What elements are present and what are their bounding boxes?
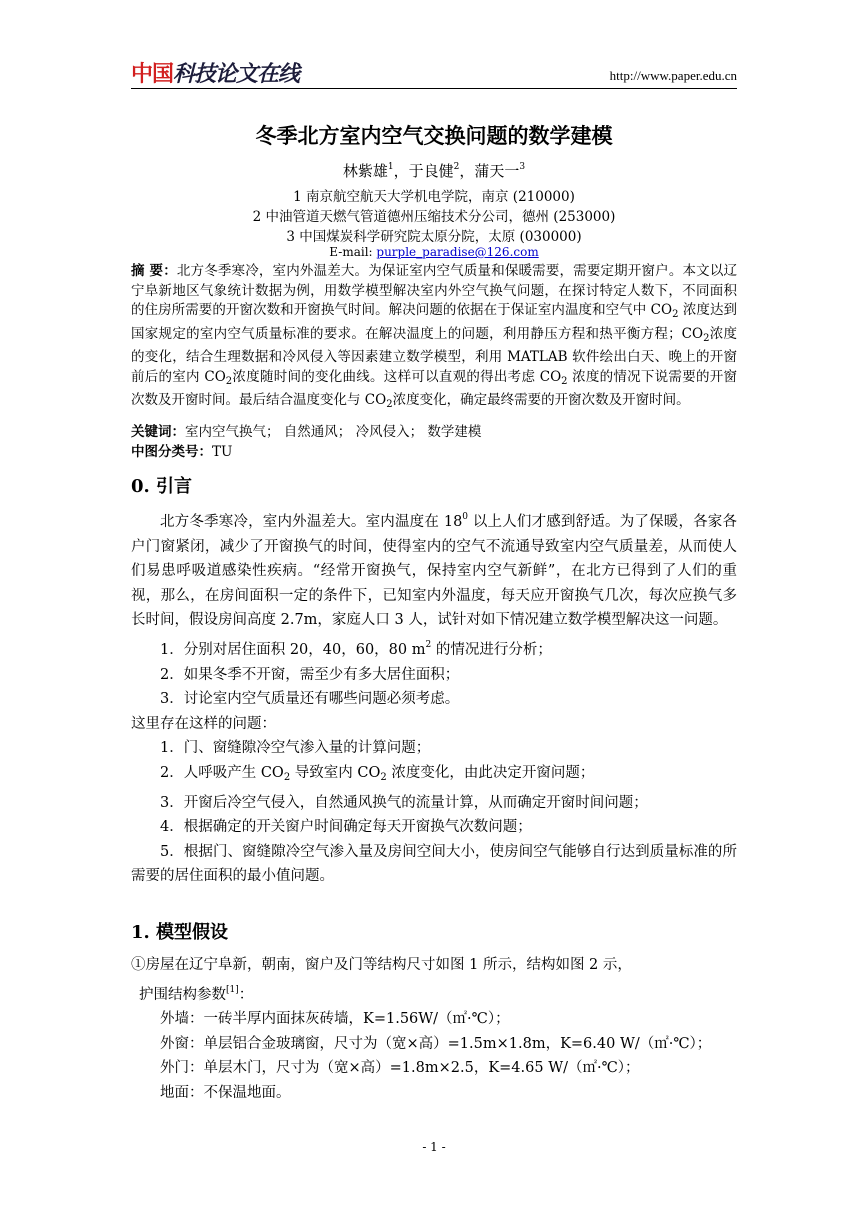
list-item: 外墙：一砖半厚内面抹灰砖墙，K=1.56W/（㎡·℃）； [160, 1011, 510, 1028]
subscript: 2 [672, 309, 679, 320]
classification-number [131, 440, 737, 460]
paper-title: 冬季北方室内空气交换问题的数学建模 [255, 124, 613, 148]
superscript: 2 [425, 639, 432, 650]
contact-email [0, 245, 868, 259]
list-item: 3．讨论室内空气质量还有哪些问题必须考虑。 [160, 691, 460, 708]
subscript: 2 [283, 771, 291, 783]
abstract-text: 浓度的情况下说需要的开窗次数及开窗时间。最后结合温度变化与 CO [131, 368, 737, 408]
logo-text-paper-online: 科技论文在线 [173, 61, 300, 87]
paragraph [131, 505, 737, 633]
site-logo[interactable] [131, 58, 299, 86]
author-name: 蒲天一 [474, 162, 520, 180]
list-item: 外窗：单层铝合金玻璃窗，尺寸为（宽×高）=1.5m×1.8m，K=6.40 W/（㎡·℃）； [160, 1035, 712, 1052]
text-run: ： [238, 986, 254, 1003]
paragraph: ①房屋在辽宁阜新，朝南，窗户及门等结构尺寸如图 1 所示，结构如图 2 示， [131, 957, 632, 973]
list-item: 1．门、窗缝隙冷空气渗入量的计算问题； [160, 740, 431, 757]
abstract-text: 浓度变化，确定最终需要的开窗次数及开窗时间。 [392, 392, 690, 408]
text-run: 浓度变化，由此决定开窗问题； [386, 764, 595, 781]
author-affil-mark: 2 [453, 162, 460, 172]
list-item: 4．根据确定的开关窗户时间确定每天开窗换气次数问题； [160, 819, 532, 836]
subscript: 2 [703, 332, 710, 344]
email-label: E-mail: [329, 245, 377, 259]
affiliation-line: 2 中油管道天燃气管道德州压缩技术分公司，德州 (253000) [252, 209, 616, 225]
text-run: 北方冬季寒冷，室内外温差大。室内温度在 18 [160, 514, 463, 530]
text-run: 2．人呼吸产生 CO [160, 764, 284, 781]
paragraph: 这里存在这样的问题： [131, 715, 276, 732]
subscript: 2 [561, 375, 568, 387]
logo-text-china: 中国 [131, 61, 174, 87]
subscript: 2 [225, 375, 233, 387]
text-run: 以上人们才感到舒适。为了保暖，各家各户门窗紧闭，减少了开窗换气的时间，使得室内的空气不流通导致室内空气质量差，从而使人们易患呼吸道感染性疾病。“经常开窗换气，保持室内空气新鲜”，在北方已得到了人们的重视，那么，在房间面积一定的条件下，已知室内外温度，每天应开窗换气几次，每次应换气多长时间，假设房间高度 2.7m，家庭人口 3 人，试针对如下情况建立数学模型解决这一问题。 [131, 514, 737, 629]
classification-label: 中图分类号： [131, 444, 212, 460]
list-item: 外门：单层木门，尺寸为（宽×高）=1.8m×2.5，K=4.65 W/（㎡·℃）； [160, 1060, 640, 1077]
abstract-label: 摘 要： [131, 263, 177, 279]
affiliation-line: 1 南京航空航天大学机电学院，南京 (210000) [293, 189, 575, 205]
author-affil-mark: 1 [387, 162, 394, 172]
author-name: 于良健 [408, 162, 454, 180]
abstract-text: 北方冬季寒冷，室内外温差大。为保证室内空气质量和保暖需要，需要定期开窗户。本文以辽宁阜新地区气象统计数据为例，用数学模型解决室内外空气换气问题，在探讨特定人数下，不同面积的住房所需要的开窗次数和开窗换气时间。解决问题的依据在于保证室内温度和空气中 CO [131, 263, 738, 318]
list-item [131, 761, 737, 791]
section-body-assumptions [131, 953, 737, 1106]
text-run: 护围结构参数 [139, 986, 226, 1003]
text-run: 的情况进行分析； [431, 641, 552, 658]
site-url[interactable]: http://www.paper.edu.cn [609, 68, 737, 83]
text-run: 导致室内 CO [290, 764, 381, 781]
author-separator: ， [459, 162, 475, 180]
page-number: - 1 - [422, 1140, 446, 1154]
keywords-label: 关键词： [131, 424, 185, 440]
section-heading: 0. 引言 [131, 476, 193, 497]
classification-text: TU [212, 444, 233, 460]
abstract-text: 浓度随时间的变化曲线。这样可以直观的得出考虑 CO [232, 368, 562, 385]
superscript: 0 [462, 512, 469, 522]
section-heading: 1. 模型假设 [131, 922, 229, 943]
list-item [131, 633, 737, 663]
subscript: 2 [386, 399, 393, 410]
page-header [131, 58, 737, 88]
keywords [131, 420, 737, 440]
header-divider [131, 88, 737, 89]
list-item: 3．开窗后冷空气侵入，自然通风换气的流量计算，从而确定开窗时间问题； [160, 794, 648, 811]
author-separator: ， [393, 162, 409, 180]
section-body-intro [131, 505, 737, 889]
email-link[interactable]: purple_paradise@126.com [376, 245, 539, 259]
author-list [0, 160, 868, 181]
keywords-text: 室内空气换气； 自然通风； 冷风侵入； 数学建模 [185, 424, 482, 440]
subscript: 2 [380, 771, 387, 783]
author-affil-mark: 3 [519, 162, 526, 172]
abstract [131, 262, 737, 415]
affiliation-line: 3 中国煤炭科学研究院太原分院，太原 (030000) [286, 229, 582, 245]
abstract-text: 浓度达到国家规定的室内空气质量标准的要求。在解决温度上的问题，利用静压方程和热平衡方程；CO [131, 302, 738, 342]
list-item: 5．根据门、窗缝隙冷空气渗入量及房间空间大小，使房间空气能够自行达到质量标准的所需要的居住面积的最小值问题。 [131, 843, 737, 885]
list-item: 2．如果冬季不开窗，需至少有多大居住面积； [160, 666, 460, 683]
list-item: 地面：不保温地面。 [160, 1084, 291, 1101]
abstract-text: 浓度的变化，结合生理数据和冷风侵入等因素建立数学模型，利用 MATLAB 软件绘出白天、晚上的开窗前后的室内 CO [131, 325, 738, 385]
text-run: 1．分别对居住面积 20，40，60，80 m [160, 641, 426, 658]
citation-ref: [1] [226, 984, 239, 995]
author-name: 林紫雄 [342, 162, 388, 180]
paragraph [131, 978, 737, 1008]
